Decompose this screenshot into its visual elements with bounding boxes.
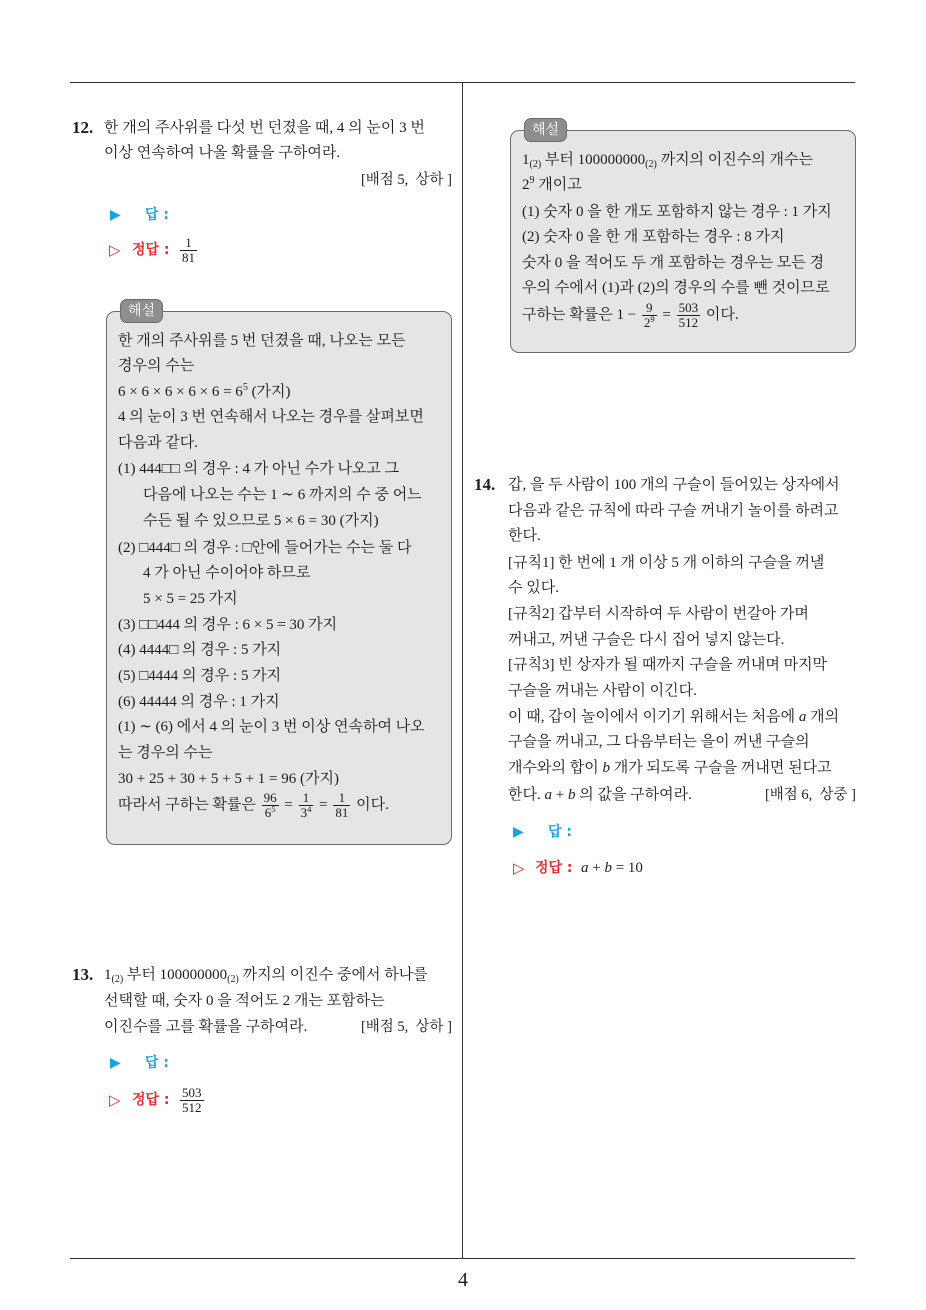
solution-line: (1) 444□□ 의 경우 : 4 가 아닌 수가 나오고 그	[118, 461, 400, 477]
solution-line: 우의 수에서 (1)과 (2)의 경우의 수를 뺀 것이므로	[522, 280, 830, 296]
solution-line: (2) □444□ 의 경우 : □안에 들어가는 수는 둘 다	[118, 540, 412, 556]
correct-answer-row	[109, 1085, 369, 1116]
fraction-numerator: 96	[263, 790, 277, 806]
correct-answer-value	[178, 1085, 206, 1116]
fraction	[180, 1086, 204, 1115]
solution-line: 는 경우의 수는	[118, 745, 213, 761]
problem-number: 14.	[474, 475, 496, 494]
fraction	[262, 791, 279, 820]
solution-line: (1) 숫자 0 을 한 개도 포함하지 않는 경우 : 1 가지	[522, 204, 832, 220]
score-label: [배점 5, 상하 ]	[360, 1019, 452, 1035]
question-line: [규칙1] 한 번에 1 개 이상 5 개 이하의 구슬을 꺼낼	[508, 555, 825, 571]
question-line	[508, 784, 692, 806]
answer-row	[513, 821, 773, 843]
fraction-numerator: 1	[338, 790, 346, 806]
question-line: 이상 연속하여 나올 확률을 구하여라.	[104, 145, 341, 161]
question-line	[508, 706, 839, 728]
question-line: 구슬을 꺼내고, 그 다음부터는 을이 꺼낸 구슬의	[508, 734, 810, 750]
subscript: (2)	[529, 159, 542, 170]
question-text: 1	[104, 967, 112, 983]
page-number: 4	[458, 1269, 468, 1291]
question-text: 한다.	[508, 787, 545, 803]
question-line: 구슬을 꺼내는 사람이 이긴다.	[508, 683, 697, 699]
question-text: 개가 되도록 구슬을 꺼내면 된다고	[609, 760, 832, 776]
correct-answer-value	[581, 857, 643, 879]
denominator-base: 2	[643, 315, 651, 331]
outline-triangle-icon: ▷	[513, 859, 525, 877]
bottom-rule	[70, 1258, 855, 1259]
solution-line: (6) 44444 의 경우 : 1 가지	[118, 694, 280, 710]
question-text: 개의	[806, 709, 840, 725]
fraction-denominator	[299, 805, 314, 820]
equals-sign: =	[284, 797, 293, 813]
solution-text: 이다.	[705, 307, 739, 323]
fraction-numerator: 503	[678, 300, 699, 316]
filled-triangle-icon: ▶	[110, 1055, 121, 1071]
question-line	[104, 964, 428, 986]
fraction-denominator	[262, 805, 279, 820]
outline-triangle-icon: ▷	[109, 1091, 121, 1109]
solution-line: 한 개의 주사위를 5 번 던졌을 때, 나오는 모든	[118, 333, 406, 349]
equation-result: = 10	[611, 860, 643, 876]
question-line: [규칙3] 빈 상자가 될 때까지 구슬을 꺼내며 마지막	[508, 657, 828, 673]
solution-text: (가지)	[247, 384, 291, 400]
solution-line: 4 가 아닌 수이어야 하므로	[143, 565, 311, 581]
solution-line	[118, 381, 291, 403]
answer-label: 답 :	[145, 207, 169, 223]
solution-line: (1) ∼ (6) 에서 4 의 눈이 3 번 이상 연속하여 나오	[118, 719, 425, 735]
problem-number: 13.	[72, 965, 94, 984]
problem-number: 12.	[72, 118, 94, 137]
solution-line: (5) □4444 의 경우 : 5 가지	[118, 668, 282, 684]
fraction-denominator: 81	[182, 250, 195, 266]
equals-sign: =	[319, 797, 328, 813]
question-line: 이진수를 고를 확률을 구하여라.	[104, 1019, 308, 1035]
filled-triangle-icon: ▶	[513, 824, 524, 840]
solution-line: (2) 숫자 0 을 한 개 포함하는 경우 : 8 가지	[522, 229, 785, 245]
solution-text: 6 × 6 × 6 × 6 × 6 = 6	[118, 384, 243, 400]
operator: +	[551, 787, 568, 803]
operator: +	[588, 860, 605, 876]
solution-text: 까지의 이진수의 개수는	[656, 152, 813, 168]
question-line: 한다.	[508, 528, 541, 544]
denominator-base: 3	[300, 805, 308, 821]
variable: a	[581, 860, 589, 876]
solution-line	[522, 149, 813, 171]
answer-label: 답 :	[548, 824, 572, 840]
exponent: 9	[529, 175, 535, 186]
score-label: [배점 5, 상하 ]	[360, 172, 452, 188]
solution-text: 이다.	[356, 797, 389, 813]
answer-row	[110, 1052, 370, 1074]
fraction	[642, 301, 657, 330]
fraction-denominator	[642, 315, 657, 330]
variable: a	[544, 787, 552, 803]
solution-text: 따라서 구하는 확률은	[118, 797, 256, 813]
fraction	[299, 791, 314, 820]
question-line: 수 있다.	[508, 580, 559, 596]
question-line: 선택할 때, 숫자 0 을 적어도 2 개는 포함하는	[104, 993, 385, 1009]
subscript: (2)	[227, 974, 239, 985]
solution-line: 다음에 나오는 수는 1 ∼ 6 까지의 수 중 어느	[143, 487, 422, 503]
solution-line: 수든 될 수 있으므로 5 × 6 = 30 (가지)	[143, 513, 379, 529]
solution-line: 4 의 눈이 3 번 연속해서 나오는 경우를 살펴보면	[118, 409, 424, 425]
question-text: 개수와의 합이	[508, 760, 603, 776]
answer-label: 답 :	[145, 1055, 169, 1071]
question-line: 다음과 같은 규칙에 따라 구슬 꺼내기 놀이를 하려고	[508, 503, 839, 519]
solution-line: 다음과 같다.	[118, 435, 198, 451]
question-text: 이 때, 갑이 놀이에서 이기기 위해서는 처음에	[508, 709, 799, 725]
solution-tab-label: 해설	[524, 118, 567, 142]
fraction-denominator: 512	[182, 1100, 202, 1116]
question-line	[508, 757, 832, 779]
answer-row	[110, 204, 370, 226]
fraction	[180, 236, 197, 265]
question-text: 의 값을 구하여라.	[575, 787, 692, 803]
solution-line: 경우의 수는	[118, 358, 195, 374]
equals-sign: =	[662, 307, 671, 323]
fraction-denominator: 81	[335, 805, 349, 821]
subscript: (2)	[111, 974, 124, 985]
correct-answer-row	[513, 857, 773, 879]
fraction-denominator: 512	[678, 315, 699, 331]
exponent: 9	[650, 314, 655, 325]
question-text: 부터 100000000	[123, 967, 228, 983]
variable: b	[602, 760, 610, 776]
fraction	[333, 791, 350, 820]
solution-text: 구하는 확률은 1 −	[522, 307, 637, 323]
correct-answer-label: 정답 :	[132, 242, 170, 258]
solution-line	[118, 790, 389, 821]
solution-line: (4) 4444□ 의 경우 : 5 가지	[118, 642, 282, 658]
fraction-numerator: 9	[646, 300, 653, 316]
column-divider	[462, 82, 463, 1258]
correct-answer-value	[178, 235, 199, 266]
question-line: 꺼내고, 꺼낸 구슬은 다시 집어 넣지 않는다.	[508, 632, 785, 648]
solution-line: 30 + 25 + 30 + 5 + 5 + 1 = 96 (가지)	[118, 771, 339, 787]
question-text: 까지의 이진수 중에서 하나를	[238, 967, 428, 983]
exponent: 5	[242, 382, 248, 393]
variable: b	[567, 787, 576, 803]
solution-tab-label: 해설	[120, 299, 163, 323]
solution-text: 1	[522, 152, 530, 168]
fraction-numerator: 1	[302, 790, 310, 806]
question-line: 갑, 을 두 사람이 100 개의 구슬이 들어있는 상자에서	[508, 477, 840, 493]
variable: b	[604, 860, 612, 876]
solution-line	[522, 174, 582, 196]
solution-line: 5 × 5 = 25 가지	[143, 591, 238, 607]
score-label: [배점 6, 상중 ]	[764, 787, 856, 803]
correct-answer-label: 정답 :	[132, 1092, 170, 1108]
correct-answer-row	[109, 235, 369, 266]
question-line: [규칙2] 갑부터 시작하여 두 사람이 번갈아 가며	[508, 606, 809, 622]
solution-line: 숫자 0 을 적어도 두 개 포함하는 경우는 모든 경	[522, 255, 825, 271]
solution-text: 2	[522, 177, 530, 193]
outline-triangle-icon: ▷	[109, 241, 121, 259]
variable: a	[798, 709, 807, 725]
solution-text: 개이고	[534, 177, 582, 193]
solution-line: (3) □□444 의 경우 : 6 × 5 = 30 가지	[118, 617, 338, 633]
solution-line	[522, 300, 739, 331]
fraction	[677, 301, 701, 330]
question-line: 한 개의 주사위를 다섯 번 던졌을 때, 4 의 눈이 3 번	[104, 120, 425, 136]
filled-triangle-icon: ▶	[110, 207, 121, 223]
solution-text: 부터 100000000	[541, 152, 646, 168]
correct-answer-label: 정답 :	[535, 860, 573, 876]
exponent: 4	[307, 804, 312, 815]
fraction-numerator: 1	[185, 235, 192, 251]
exponent: 5	[271, 804, 276, 815]
subscript: (2)	[645, 159, 657, 170]
denominator-base: 6	[264, 805, 272, 821]
fraction-numerator: 503	[182, 1085, 202, 1101]
